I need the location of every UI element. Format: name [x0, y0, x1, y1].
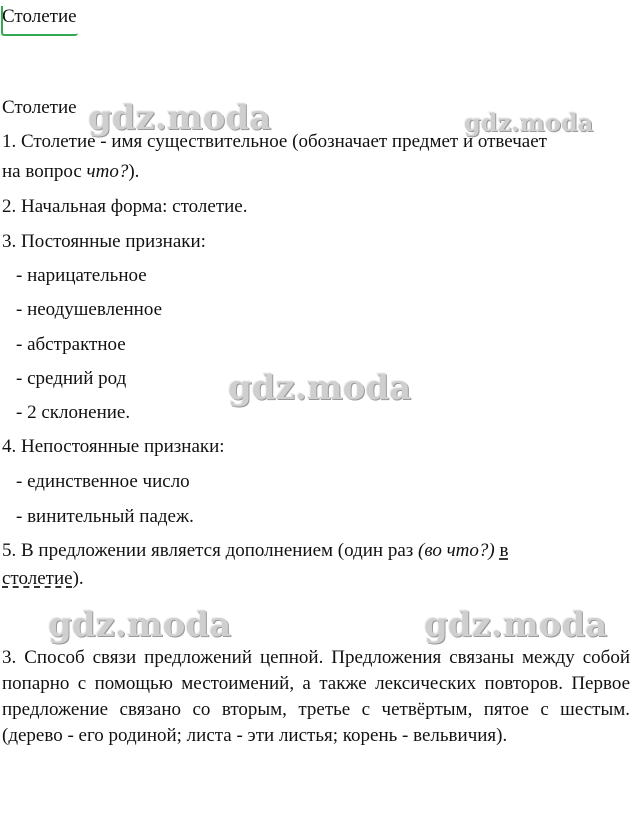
item-1-line-1: 1. Столетие - имя существительное (обозначает предмет и отвечает [2, 131, 547, 152]
list-item: - единственное число [16, 471, 190, 492]
list-item: - неодушевленное [16, 299, 162, 320]
item-1-line-2: на вопрос что?). [2, 161, 140, 182]
item-3: 3. Постоянные признаки: [2, 231, 206, 252]
header-word-box[interactable] [2, 6, 77, 28]
watermark: gdz.moda [464, 108, 594, 137]
item-4: 4. Непостоянные признаки: [2, 436, 225, 457]
watermark: gdz.moda [228, 368, 412, 408]
item-5-line-1: 5. В предложении является дополнением (один раз (во что?) в [2, 540, 509, 561]
list-item: - 2 склонение. [16, 402, 131, 423]
list-item: - винительный падеж. [16, 506, 194, 527]
list-item: - средний род [16, 368, 127, 389]
list-item: - нарицательное [16, 265, 147, 286]
watermark: gdz.moda [88, 98, 272, 138]
task-3-paragraph: 3. Способ связи предложений цепной. Предложения связаны между собой попарно с помощью местоимений, а также лексических повторов. Первое предложение связано со вторым, третье с четвёртым, пятое с шестым. (дерево - его родиной; листа - эти листья; корень - вельвичия). [2, 647, 630, 746]
watermark: gdz.moda [424, 605, 608, 645]
watermark: gdz.moda [48, 605, 232, 645]
item-2: 2. Начальная форма: столетие. [2, 196, 248, 217]
item-5-line-2: столетие). [2, 568, 84, 589]
heading: Столетие [2, 97, 77, 118]
list-item: - абстрактное [16, 334, 126, 355]
header-word: Столетие [2, 6, 77, 27]
green-bracket-frame [1, 6, 78, 36]
